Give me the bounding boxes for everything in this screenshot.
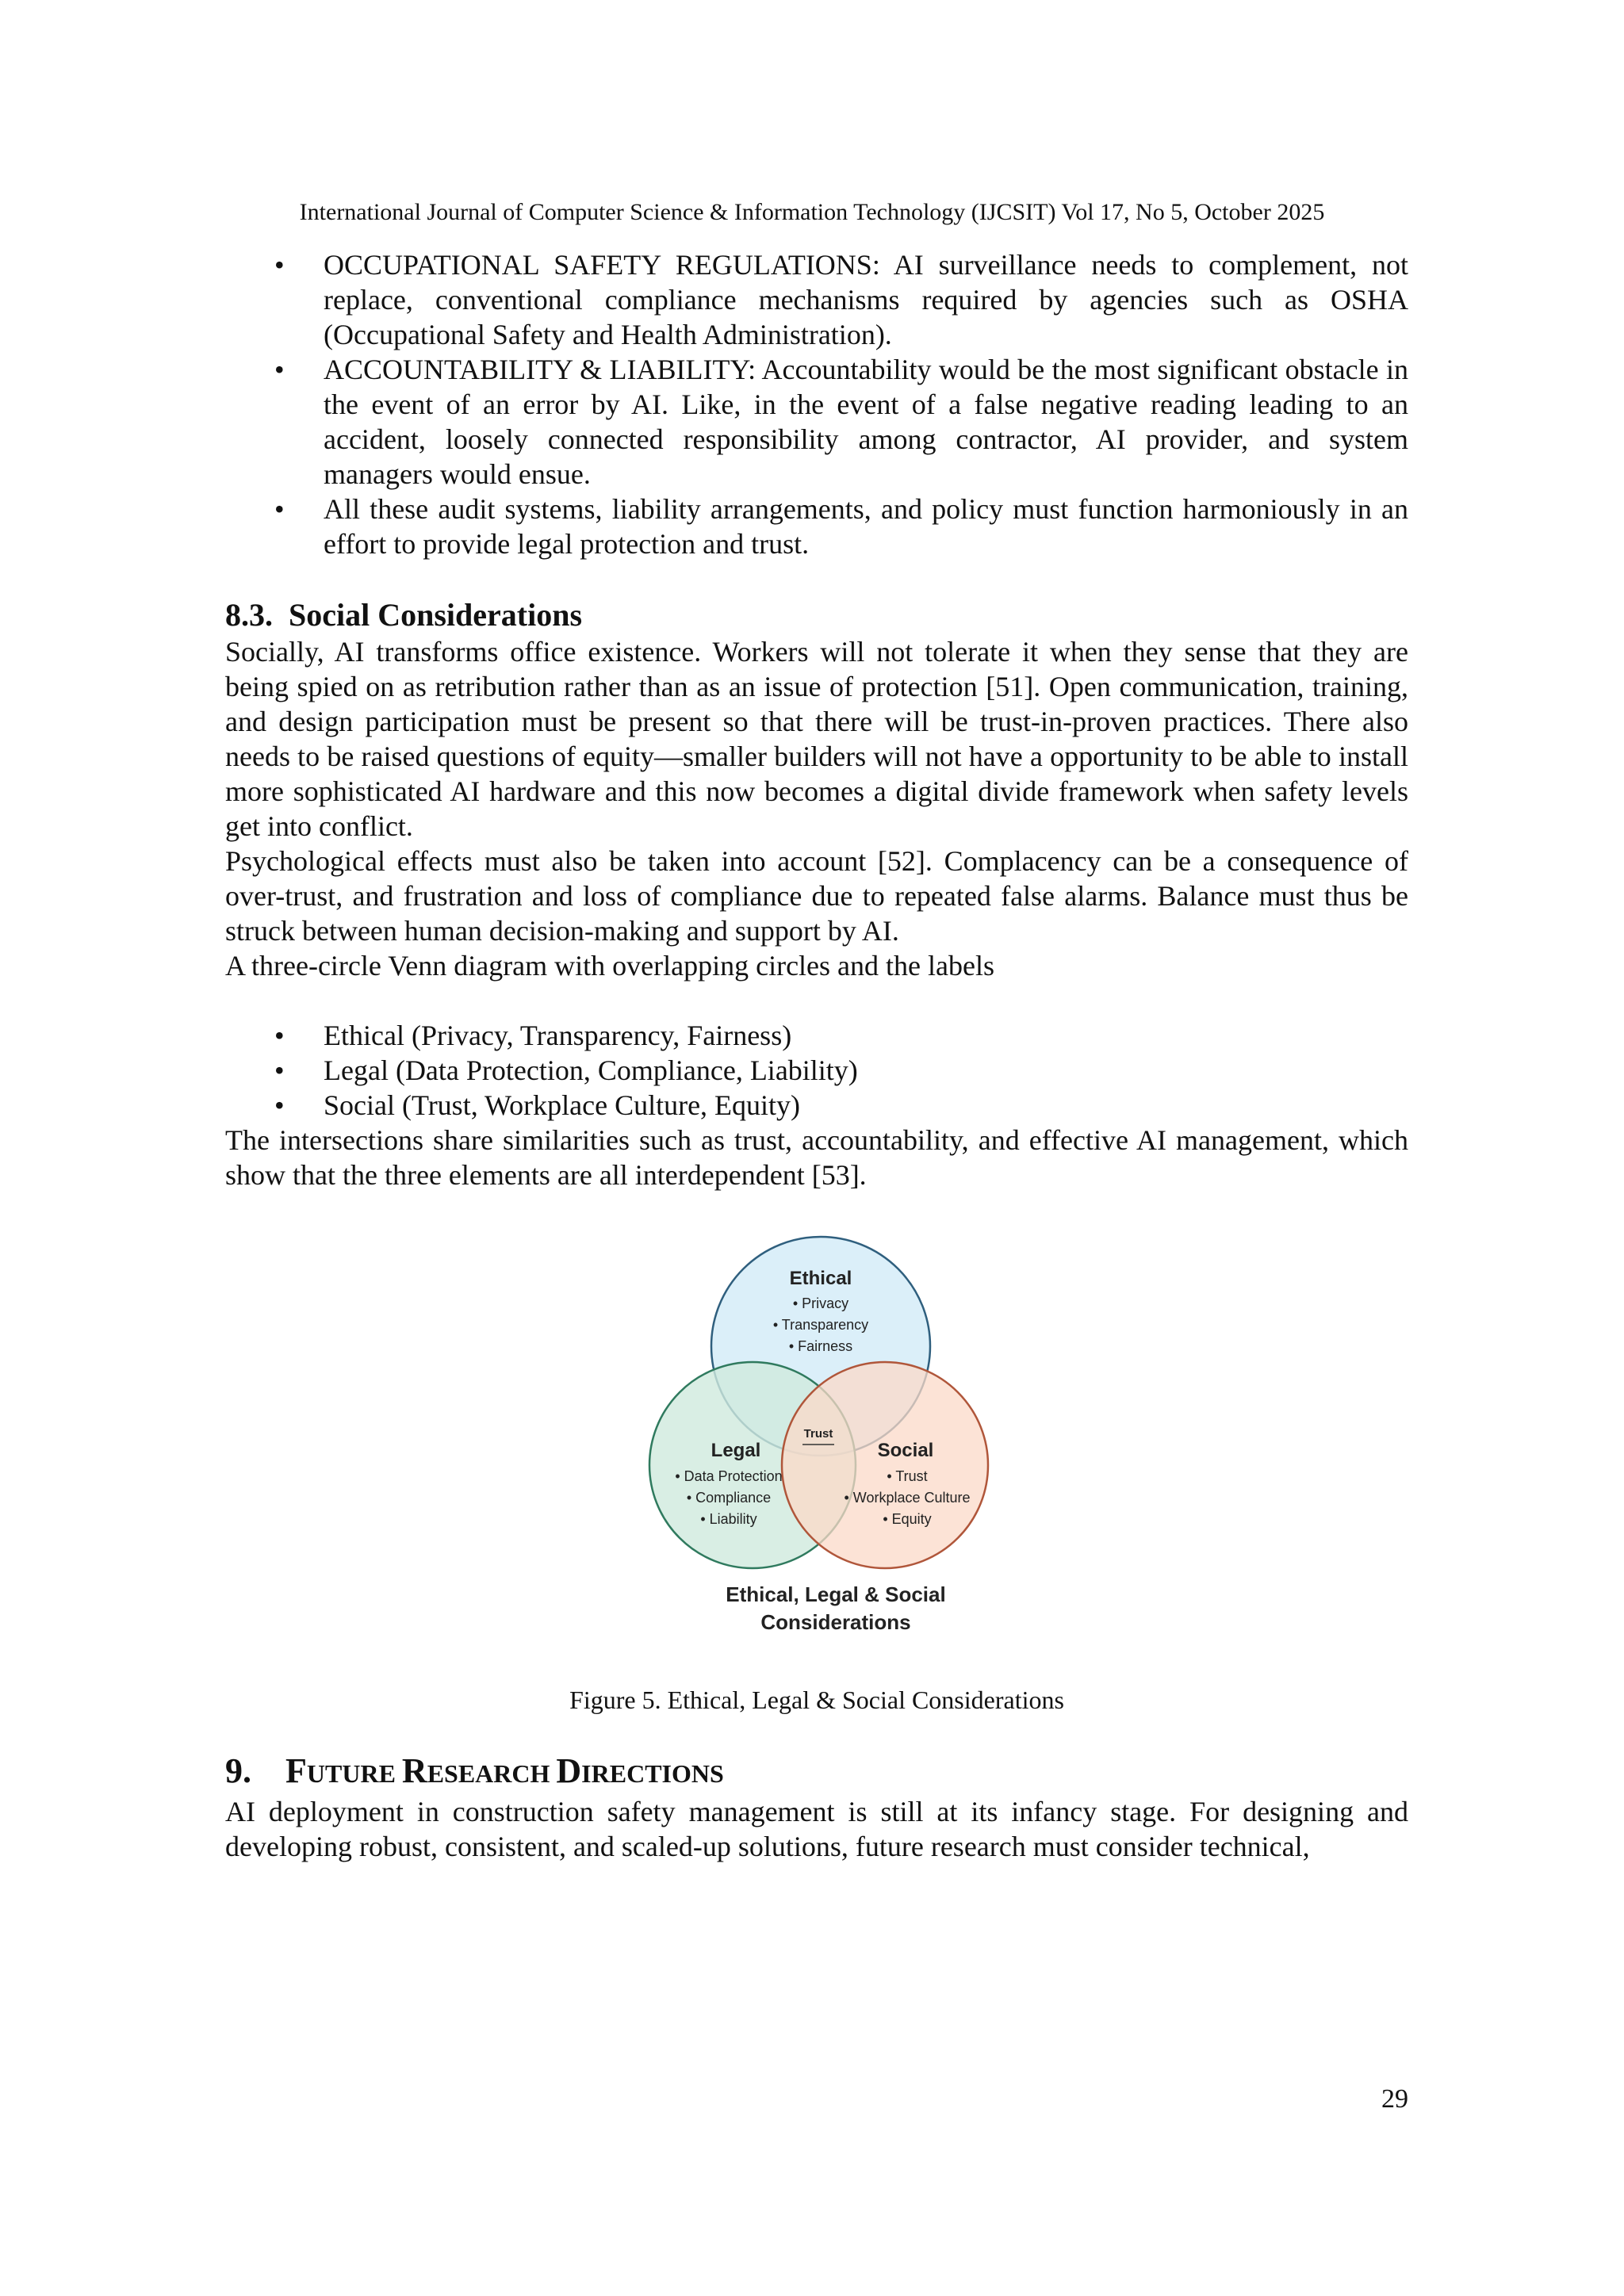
page-number: 29 <box>1381 2084 1408 2114</box>
ethical-item: • Transparency <box>772 1317 869 1333</box>
section-heading-8-3 <box>225 596 1408 634</box>
section-title-part: ESEARCH <box>427 1759 557 1788</box>
paragraph-psychological: Psychological effects must also be taken into account [52]. Complacency can be a consequence of over-trust, and frustration and loss of compliance due to repeated false alarms. Balance must thus be struck between human decision-making and support by AI. <box>225 845 1408 947</box>
bullet-icon: • <box>274 249 285 281</box>
paragraph-intersections: The intersections share similarities such as trust, accountability, and effective AI management, which show that the three elements are all interdependent [53]. <box>225 1124 1408 1191</box>
section-heading-9 <box>225 1751 1408 1794</box>
section-title: Social Considerations <box>289 597 583 633</box>
legal-item: • Liability <box>700 1511 757 1527</box>
venn-bullet-list <box>225 1018 1408 1123</box>
section-title-part: F <box>285 1751 307 1790</box>
ethical-item: • Privacy <box>792 1295 849 1311</box>
list-item: • Legal (Data Protection, Compliance, Liability) <box>274 1054 858 1086</box>
list-item: • ACCOUNTABILITY & LIABILITY: Accountability would be the most significant obstacle in the event of an error by AI. Like, in the event of a false negative reading leading to an accident, loosely connected responsibility among contractor, AI provider, and system managers would ensue. <box>274 354 1408 490</box>
figure-caption: Figure 5. Ethical, Legal & Social Considerations <box>569 1686 1064 1714</box>
section-title-part: IRECTIONS <box>581 1759 724 1788</box>
social-circle <box>782 1362 988 1568</box>
legal-title: Legal <box>710 1440 761 1461</box>
running-header: International Journal of Computer Science & Information Technology (IJCSIT) Vol 17, No 5, October 2025 <box>299 199 1325 225</box>
social-title: Social <box>877 1440 934 1461</box>
diagram-title: Ethical, Legal & Social <box>726 1582 946 1606</box>
paragraph-future-research: AI deployment in construction safety management is still at its infancy stage. For designing and developing robust, consistent, and scaled-up solutions, future research must consider technical, <box>225 1796 1408 1862</box>
social-item: • Workplace Culture <box>844 1490 971 1506</box>
bullet-icon: • <box>274 354 285 385</box>
social-item: • Trust <box>887 1468 928 1484</box>
ethical-title: Ethical <box>789 1268 852 1289</box>
social-item: • Equity <box>883 1511 932 1527</box>
page-content <box>225 247 1408 1864</box>
paragraph-venn-intro: A three-circle Venn diagram with overlapping circles and the labels <box>225 950 994 982</box>
section-title-part: D <box>556 1751 582 1790</box>
legal-item: • Compliance <box>686 1490 772 1506</box>
legal-item: • Data Protection <box>675 1468 783 1484</box>
list-item: • OCCUPATIONAL SAFETY REGULATIONS: AI surveillance needs to complement, not replace, conventional compliance mechanisms required by agencies such as OSHA (Occupational Safety and Health Administration). <box>274 249 1408 350</box>
bullet-icon: • <box>274 493 285 525</box>
center-label-trust: Trust <box>803 1427 833 1441</box>
bullet-icon: • <box>274 1089 285 1121</box>
list-item: • All these audit systems, liability arrangements, and policy must function harmoniously in an effort to provide legal protection and trust. <box>274 493 1408 560</box>
section-title-part: UTURE <box>306 1759 402 1788</box>
venn-diagram <box>606 1229 1034 1657</box>
bullet-icon: • <box>274 1054 285 1086</box>
list-item: • Ethical (Privacy, Transparency, Fairness) <box>274 1020 792 1051</box>
section-number: 8.3. <box>225 597 273 633</box>
bullet-icon: • <box>274 1020 285 1051</box>
list-item: • Social (Trust, Workplace Culture, Equity) <box>274 1089 801 1121</box>
ethical-item: • Fairness <box>788 1338 853 1354</box>
diagram-title: Considerations <box>760 1610 911 1634</box>
regulation-bullet-list <box>225 247 1408 561</box>
figure-5 <box>225 1229 1408 1660</box>
section-number: 9. <box>225 1751 251 1790</box>
section-title-part: R <box>401 1751 427 1790</box>
paragraph-social: Socially, AI transforms office existence. Workers will not tolerate it when they sense that they are being spied on as retribution rather than as an issue of protection [51]. Open communication, training, and design participation must be present so that there will be trust-in-proven practices. There also needs to be raised questions of equity—smaller builders will not have a opportunity to be able to install more sophisticated AI hardware and this now becomes a digital divide framework when safety levels get into conflict. <box>225 636 1408 842</box>
